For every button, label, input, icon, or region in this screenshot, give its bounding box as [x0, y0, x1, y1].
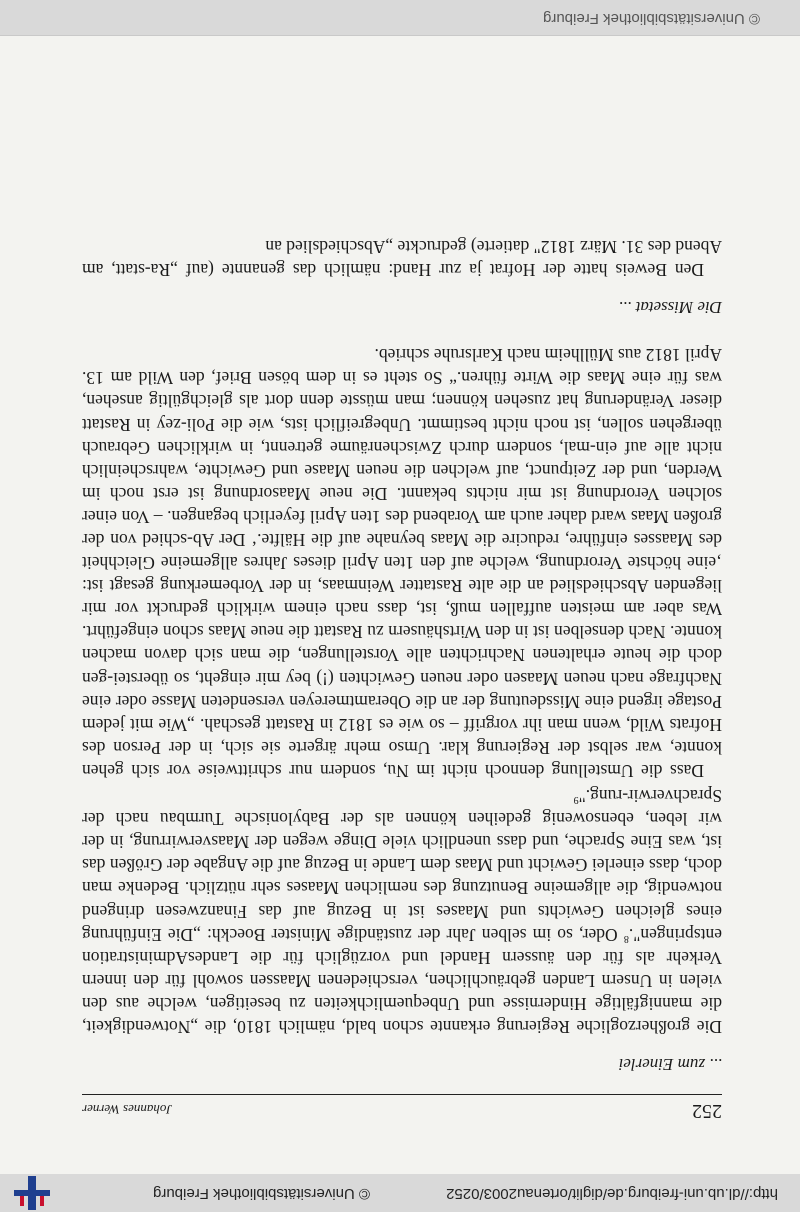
running-header — [82, 1094, 722, 1131]
viewer-header — [0, 1173, 800, 1212]
footer-copyright: © Universitätsbibliothek Freiburg — [543, 10, 760, 27]
paragraph-3-text: Den Beweis hatte der Hofrat ja zur Hand: nämlich das genannte (auf „Ra-statt, am Abend des 31. März 1812" datierte) gedruckte „Abschiedslied an — [82, 237, 722, 281]
section-title-2: Die Missetat ... — [618, 298, 722, 318]
page-content — [82, 235, 722, 1131]
footnote-ref-8: 8 — [623, 932, 629, 944]
paragraph-2-text: Dass die Umstellung dennoch nicht im Nu, sondern nur schrittweise vor sich gehen konnte, war selbst der Regierung klar. Umso mehr ärgerte sie sich, in der Person des Hofrats Wild, wenn man ihr vorgriff – so wie es 1812 in Rastatt geschah. „Wie mit jedem Postage irgend eine Missdeutung der an die Oberamtmereyen versendeten Masse oder eine Nachfrage nach neuen Maasen oder neuen Gewichten (!) bey mir eingeht, so überstei-gen doch die heute erhaltenen Nachrichten alle Vorstellungen, die man sich davon machen konnte. Nach denselben ist in den Wirtshäusern zu Rastatt die neue Maas schon eingeführt. Was aber am meisten auffallen muß, ist, dass nach einem wirklich gedruckt vor mir liegenden Abschiedslied an die alte Rastatter Weinmaas, in der Vorbemerkung gesagt ist: ‚eine höchste Verordnung, welche auf den 1ten April dieses Jahres allgemeine Gleichheit des Maasses einführe, reducire die Maas beynahe auf die Hälfte.‘ Der Ab-schied von der großen Maas ward daher auch am Vorabend des 1ten April feyerlich begangen. – Von einer solchen Verordnung ist mir nichts bekannt. Die neue Maasordnung ist erst noch im Werden, und der Zeitpunct, auf welchen die neuen Maase und Gewichte, wahrscheinlich nicht alle auf ein-mal, sondern durch Zwischenräume getrennt, in wirklichen Gebrauch übergehen sollen, ist noch nicht bestimmt. Unbegreiflich ists, wie die Poli-zey in Rastatt dieser Veränderung hat zusehen können; man müsste denn dort als gleichgültig ansehen, was für eine Maas die Wirte führen.“ So steht es in dem bösen Brief, den Wild am 13. April 1812 aus Müllheim nach Karlsruhe schrieb. — [82, 345, 722, 781]
paragraph-1-text: Die großherzogliche Regierung erkannte schon bald, nämlich 1810, die „Notwendigkeit, die mannigfältige Hindernisse und Unbequemlichkeiten zu beseitigen, welche aus den vielen in Unsern Landen gebräuchlichen, verschiedenen Maassen sowohl für den innern Verkehr als für den äussern Handel und vorzüglich für die LandesAdministration entspringen". — [82, 924, 722, 1037]
running-author: Johannes Werner — [82, 1102, 173, 1117]
section-title: ... zum Einerlei — [618, 1055, 722, 1074]
viewer-footer — [0, 0, 800, 36]
paragraph-2 — [82, 343, 722, 782]
footnote-ref-9: 9 — [573, 793, 579, 805]
copyright-notice: © Universitätsbibliothek Freiburg — [153, 1185, 370, 1202]
paragraph-1 — [82, 784, 722, 1038]
page-number: 252 — [692, 1100, 722, 1122]
paragraph-1-continuation: Oder, so im selben Jahr der zuständige Minister Boeckh: „Die Einführung eines gleichen Gewichts und Maases ist in Bezug auf das Finanzwesen dringend notwendig, die allgemeine Benutzung des nemlichen Maases sehr nützlich. Bedenke man doch, dass einerlei Gewicht und Maas dem Lande in Bezug auf die Angabe der Größen das ist, was Eine Sprache, und dass unendlich viele Dinge wegen der Maasverwirrung, in der wir leben, ebensowenig gedeihen können als der Babylonische Turmbau nach der Sprachverwir-rung." — [82, 786, 722, 945]
paragraph-3 — [82, 235, 722, 281]
page-url[interactable]: http://dl.ub.uni-freiburg.de/diglit/ortenau2003/0252 — [446, 1185, 778, 1202]
library-logo-icon — [10, 1176, 54, 1210]
scanned-page — [0, 36, 800, 1174]
